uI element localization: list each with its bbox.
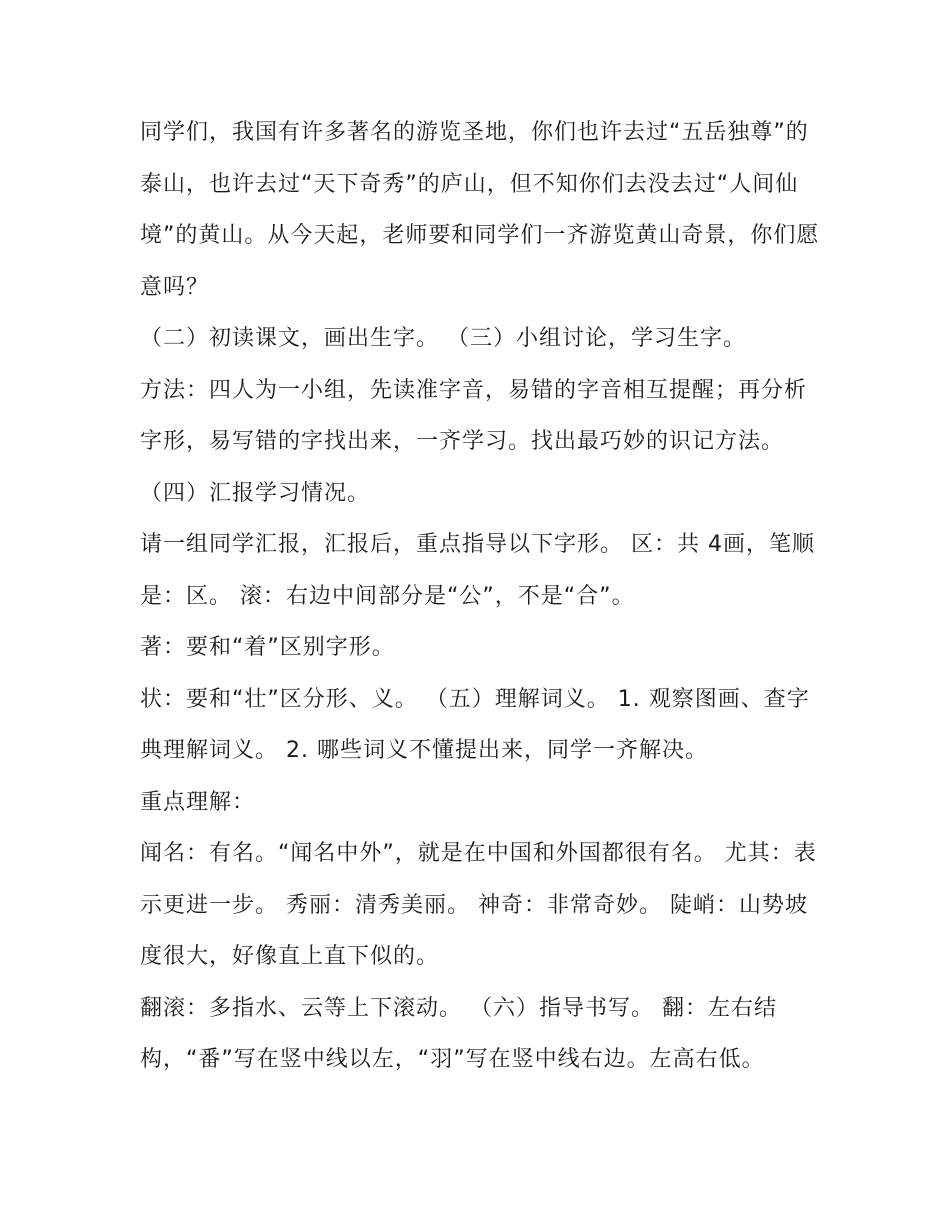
paragraph-writing-guide: 翻滚：多指水、云等上下滚动。 （六）指导书写。 翻：左右结构，“番”写在竖中线以左，“羽”写在竖中线右边。左高右低。 bbox=[140, 995, 777, 1072]
paragraph-zhuang: 状：要和“壮”区分形、义。 （五）理解词义。 1. 观察图画、查字典理解词义。 2. 哪些词义不懂提出来，同学一齐解决。 bbox=[140, 686, 810, 763]
paragraph-key-understanding: 重点理解： bbox=[140, 789, 256, 815]
paragraph-steps-2-3: （二）初读课文，画出生字。 （三）小组讨论，学习生字。 bbox=[140, 326, 746, 351]
paragraph-zhu: 著：要和“着”区别字形。 bbox=[140, 635, 395, 660]
document-body bbox=[140, 107, 820, 1086]
paragraph-report: 请一组同学汇报，汇报后，重点指导以下字形。 区：共 4画，笔顺是：区。 滚：右边中间部分是“公”，不是“合”。 bbox=[140, 532, 815, 609]
paragraph-intro: 同学们，我国有许多著名的游览圣地，你们也许去过“五岳独尊”的泰山，也许去过“天下奇秀”的庐山，但不知你们去没去过“人间仙境”的黄山。从今天起，老师要和同学们一齐游览黄山奇景，你们愿意吗？ bbox=[140, 120, 820, 300]
paragraph-method: 方法：四人为一小组，先读准字音，易错的字音相互提醒；再分析字形，易写错的字找出来，一齐学习。找出最巧妙的识记方法。 （四）汇报学习情况。 bbox=[140, 377, 808, 506]
paragraph-vocabulary: 闻名：有名。“闻名中外”，就是在中国和外国都很有名。 尤其：表示更进一步。 秀丽：清秀美丽。 神奇：非常奇妙。 陡峭：山势坡度很大，好像直上直下似的。 bbox=[140, 841, 817, 969]
